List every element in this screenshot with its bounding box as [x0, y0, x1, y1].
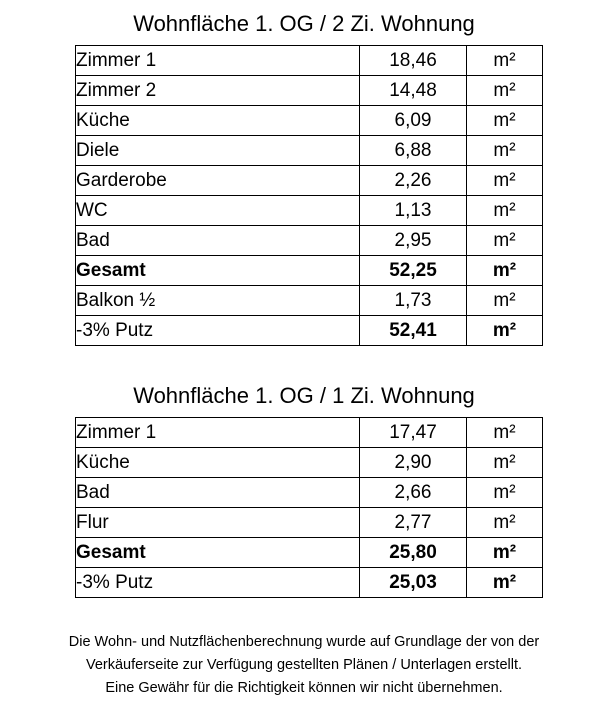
area-unit: m²: [467, 196, 543, 226]
area-unit: m²: [467, 46, 543, 76]
area-unit: m²: [467, 316, 543, 346]
table-row: [76, 76, 543, 106]
putz-area: 25,03: [360, 568, 467, 598]
area-table-2-room: [75, 45, 543, 346]
putz-row: [76, 316, 543, 346]
room-name: Zimmer 1: [76, 46, 360, 76]
room-area: 18,46: [360, 46, 467, 76]
total-area: 52,25: [360, 256, 467, 286]
room-area: 2,90: [360, 448, 467, 478]
room-name: Zimmer 1: [76, 418, 360, 448]
putz-label: -3% Putz: [76, 316, 360, 346]
room-name: Küche: [76, 448, 360, 478]
table-row: [76, 166, 543, 196]
room-area: 1,73: [360, 286, 467, 316]
area-unit: m²: [467, 256, 543, 286]
room-area: 6,88: [360, 136, 467, 166]
area-unit: m²: [467, 166, 543, 196]
disclaimer-line: Die Wohn- und Nutzflächenberechnung wurde auf Grundlage der von der: [68, 634, 540, 650]
room-name: Bad: [76, 478, 360, 508]
room-area: 17,47: [360, 418, 467, 448]
area-unit: m²: [467, 76, 543, 106]
table-row: [76, 286, 543, 316]
area-unit: m²: [467, 286, 543, 316]
table-row: [76, 448, 543, 478]
area-unit: m²: [467, 418, 543, 448]
room-area: 2,77: [360, 508, 467, 538]
table-row: [76, 418, 543, 448]
area-table-1-room: [75, 417, 543, 598]
room-name: Bad: [76, 226, 360, 256]
room-name: WC: [76, 196, 360, 226]
room-area: 2,95: [360, 226, 467, 256]
section-title-2-room: Wohnfläche 1. OG / 2 Zi. Wohnung: [133, 11, 475, 36]
area-unit: m²: [467, 136, 543, 166]
area-unit: m²: [467, 226, 543, 256]
room-area: 1,13: [360, 196, 467, 226]
total-row: [76, 538, 543, 568]
total-label: Gesamt: [76, 256, 360, 286]
putz-row: [76, 568, 543, 598]
total-area: 25,80: [360, 538, 467, 568]
disclaimer-footnote: [0, 631, 608, 700]
area-unit: m²: [467, 448, 543, 478]
table-row: [76, 106, 543, 136]
disclaimer-line: Eine Gewähr für die Richtigkeit können wir nicht übernehmen.: [105, 680, 503, 696]
room-area: 14,48: [360, 76, 467, 106]
disclaimer-line: Verkäuferseite zur Verfügung gestellten Plänen / Unterlagen erstellt.: [85, 657, 523, 673]
room-name: Flur: [76, 508, 360, 538]
room-name: Zimmer 2: [76, 76, 360, 106]
table-row: [76, 478, 543, 508]
putz-label: -3% Putz: [76, 568, 360, 598]
area-unit: m²: [467, 508, 543, 538]
room-area: 2,66: [360, 478, 467, 508]
area-unit: m²: [467, 478, 543, 508]
table-row: [76, 226, 543, 256]
room-name: Diele: [76, 136, 360, 166]
table-row: [76, 136, 543, 166]
area-unit: m²: [467, 538, 543, 568]
room-name: Küche: [76, 106, 360, 136]
area-unit: m²: [467, 568, 543, 598]
total-row: [76, 256, 543, 286]
section-title-1-room: Wohnfläche 1. OG / 1 Zi. Wohnung: [133, 383, 475, 408]
room-name: Garderobe: [76, 166, 360, 196]
table-row: [76, 508, 543, 538]
putz-area: 52,41: [360, 316, 467, 346]
room-area: 6,09: [360, 106, 467, 136]
total-label: Gesamt: [76, 538, 360, 568]
area-unit: m²: [467, 106, 543, 136]
table-row: [76, 196, 543, 226]
table-row: [76, 46, 543, 76]
room-area: 2,26: [360, 166, 467, 196]
room-name: Balkon ½: [76, 286, 360, 316]
